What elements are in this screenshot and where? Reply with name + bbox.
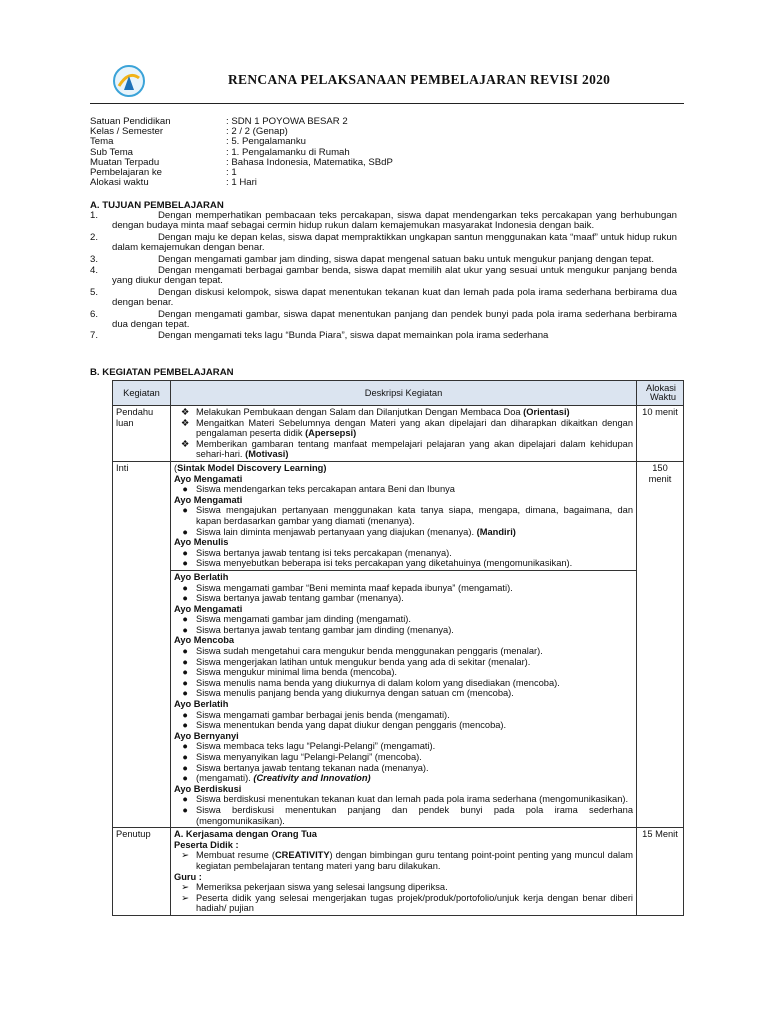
list-item [174, 893, 633, 914]
bullet-icon: ● [182, 720, 188, 731]
identity-value: : 1 [226, 166, 237, 178]
item-text: ) dengan bimbingan guru tentang point-point penting yang muncul dalam kegiatan pembelajaran tentang materi yang baru dilakukan. [196, 850, 633, 871]
subheading: Ayo Mengamati [174, 473, 243, 484]
bullet-icon: ● [182, 752, 188, 762]
subheading: Ayo Berlatih [174, 699, 229, 710]
bullet-icon: ● [182, 677, 188, 688]
bullet-icon: ● [182, 547, 188, 558]
identity-label: Pembelajaran ke [90, 166, 162, 178]
identity-value: : 2 / 2 (Genap) [226, 126, 288, 138]
bullet-icon: ● [182, 558, 188, 569]
document-title: RENCANA PELAKSANAAN PEMBELAJARAN REVISI 2020 [228, 72, 611, 87]
item-text: Siswa membaca teks lagu “Pelangi-Pelangi” (mengamati). [196, 741, 436, 752]
bullet-icon: ● [182, 646, 188, 657]
header-alokasi [637, 381, 684, 406]
subheading: Ayo Mengamati [174, 603, 243, 614]
row-label-pendahuluan: Pendahu luan [113, 406, 171, 462]
time-penutup: 15 Menit [637, 828, 684, 916]
item-text: Siswa mengamati gambar “Beni meminta maaf kepada ibunya” (mengamati). [196, 582, 513, 593]
identity-block [90, 117, 393, 188]
subheading: Ayo Berlatih [174, 571, 229, 582]
goal-number: 4. [90, 265, 99, 277]
list-item [174, 688, 633, 699]
goal-item [90, 255, 677, 265]
item-text: Memberikan gambaran tentang manfaat mempelajari pelajaran yang akan dipelajari dalam kehidupan sehari-hari. [196, 438, 633, 460]
subheading: Ayo Mencoba [174, 635, 235, 646]
list-item [174, 593, 633, 604]
list-item [174, 614, 633, 625]
subheading: A. Kerjasama dengan Orang Tua [174, 829, 317, 840]
goal-number: 3. [90, 253, 99, 265]
activities-table [112, 380, 684, 916]
item-text: Siswa bertanya jawab tentang gambar jam dinding (menanya). [196, 624, 454, 635]
item-text: Peserta didik yang selesai mengerjakan tugas projek/produk/portofolio/unjuk kerja dengan benar diberi hadiah/ pujian [196, 892, 633, 914]
list-item [174, 407, 633, 418]
table-header-row [113, 381, 684, 406]
item-text: Siswa mengamati gambar jam dinding (mengamati). [196, 614, 411, 625]
goal-item [90, 211, 677, 232]
list-item [174, 773, 633, 784]
goal-text: Dengan mengamati gambar jam dinding, siswa dapat mengenal satuan baku untuk mengukur panjang dengan tepat. [158, 253, 655, 265]
list-item [174, 710, 633, 721]
item-text: Siswa menyanyikan lagu “Pelangi-Pelangi” (mencoba). [196, 752, 422, 762]
list-item [174, 720, 633, 731]
model-paren: ( [174, 462, 178, 473]
item-text: Siswa bertanya jawab tentang tekanan nada (menanya). [196, 762, 429, 773]
model-name: Sintak Model Discovery Learning) [177, 462, 327, 473]
arrow-bullet-icon: ➢ [181, 882, 189, 893]
item-tag: (Motivasi) [245, 449, 289, 460]
item-tag: (Apersepsi) [305, 428, 357, 439]
list-item [174, 850, 633, 871]
goal-item [90, 233, 677, 254]
goal-text: Dengan mengamati teks lagu “Bunda Piara”, siswa dapat memainkan pola irama sederhana [158, 330, 549, 342]
time-inti: 150 menit [637, 461, 684, 827]
list-item [174, 548, 633, 559]
list-item [174, 741, 633, 752]
row-label-penutup: Penutup [113, 828, 171, 916]
bullet-icon: ● [182, 526, 188, 537]
goal-text: Dengan diskusi kelompok, siswa dapat menentukan tekanan kuat dan lemah pada pola irama sederhana berbirama dua dengan benar. [112, 286, 677, 309]
time-pendahuluan: 10 menit [637, 406, 684, 462]
identity-value: : 1 Hari [226, 177, 257, 189]
list-item [174, 667, 633, 678]
list-item [174, 752, 633, 763]
item-text: Siswa menulis nama benda yang diukurnya di dalam kolom yang disediakan (mencoba). [196, 677, 560, 688]
bullet-icon: ● [182, 656, 188, 667]
item-text: Melakukan Pembukaan dengan Salam dan Dilanjutkan Dengan Membaca Doa [196, 407, 524, 417]
list-item [174, 439, 633, 460]
bullet-icon: ● [182, 614, 188, 625]
item-text: Siswa lain diminta menjawab pertanyaan yang diajukan (menanya). [196, 526, 477, 537]
bullet-icon: ● [182, 709, 188, 720]
list-item [174, 527, 633, 538]
list-item [174, 484, 633, 495]
goal-text: Dengan mengamati gambar, siswa dapat menentukan panjang dan pendek bunyi pada pola irama sederhana berbirama dua dengan tepat. [112, 308, 677, 331]
item-text: Siswa mendengarkan teks percakapan antara Beni dan Ibunya [196, 484, 455, 495]
identity-label: Kelas / Semester [90, 126, 164, 138]
identity-value: : SDN 1 POYOWA BESAR 2 [226, 116, 348, 127]
item-text: Siswa berdiskusi menentukan tekanan kuat dan lemah pada pola irama sederhana (mengomunikasikan). [196, 794, 629, 805]
item-text: Membuat resume ( [196, 850, 275, 861]
section-b-heading: B. KEGIATAN PEMBELAJARAN [90, 367, 234, 378]
goals-list [90, 211, 677, 343]
item-text: Siswa menentukan benda yang dapat diukur dengan penggaris (mencoba). [196, 720, 507, 731]
model-line [174, 463, 633, 474]
item-tag: (Mandiri) [476, 526, 516, 537]
bullet-icon: ● [182, 804, 188, 815]
table-row [113, 828, 684, 916]
item-tag: (Creativity and Innovation) [253, 773, 371, 784]
subheading: Ayo Berdiskusi [174, 783, 242, 794]
item-tag: (Orientasi) [523, 407, 570, 417]
goal-item [90, 266, 677, 287]
item-text: Memeriksa pekerjaan siswa yang selesai langsung diperiksa. [196, 882, 448, 893]
title-divider [90, 103, 684, 104]
bullet-icon: ● [182, 741, 188, 752]
item-text: Siswa mengukur minimal lima benda (mencoba). [196, 667, 397, 678]
arrow-bullet-icon: ➢ [181, 892, 189, 903]
subheading: Ayo Menulis [174, 537, 229, 548]
goal-item [90, 310, 677, 331]
goal-number: 6. [90, 308, 99, 320]
bullet-icon: ● [182, 688, 188, 699]
bullet-icon: ● [182, 505, 188, 516]
goal-item [90, 331, 677, 341]
item-text: (mengamati). [196, 773, 254, 784]
header-kegiatan: Kegiatan [113, 381, 171, 406]
inti-description [171, 461, 637, 827]
goal-number: 5. [90, 286, 99, 298]
item-text: Siswa menyebutkan beberapa isi teks percakapan yang diketahuinya (mengomunikasikan). [196, 558, 573, 569]
pendahuluan-description [171, 406, 637, 462]
bullet-icon: ● [182, 582, 188, 593]
subheading: Peserta Didik : [174, 839, 239, 850]
list-item [174, 678, 633, 689]
identity-row [90, 178, 393, 188]
list-item [174, 794, 633, 805]
identity-label: Tema [90, 136, 114, 148]
item-text: Siswa berdiskusi menentukan panjang dan pendek bunyi pada pola irama sederhana (mengomunikasikan). [196, 804, 633, 826]
row-label-inti: Inti [113, 461, 171, 827]
goal-number: 1. [90, 210, 99, 221]
identity-value: : 5. Pengalamanku [226, 136, 307, 148]
item-text: Mengaitkan Materi Sebelumnya dengan Materi yang akan dipelajari dan diharapkan dikaitkan dengan pengalaman peserta didik [196, 417, 633, 439]
list-item [174, 646, 633, 657]
list-item [174, 625, 633, 636]
bullet-icon: ● [182, 484, 188, 495]
section-a-heading: A. TUJUAN PEMBELAJARAN [90, 200, 224, 211]
header-deskripsi: Deskripsi Kegiatan [171, 381, 637, 406]
identity-label: Satuan Pendidikan [90, 116, 171, 127]
item-text: Siswa mengajukan pertanyaan menggunakan kata tanya siapa, mengapa, dimana, bagaimana, dan kapan berdasarkan gambar yang diamati (menanya). [196, 505, 633, 526]
diamond-bullet-icon: ❖ [180, 438, 190, 449]
item-text: Siswa mengerjakan latihan untuk mengukur benda yang ada di sekitar (menalar). [196, 656, 531, 667]
item-text: Siswa bertanya jawab tentang gambar (menanya). [196, 593, 404, 604]
list-item [174, 882, 633, 893]
list-item [174, 558, 633, 569]
goal-text: Dengan memperhatikan pembacaan teks percakapan, siswa dapat mendengarkan teks percakapan yang berhubungan dengan budaya minta maaf sebagai cermin hidup rukun dalam kemajemukan masyarakat Indonesia dengan baik. [112, 210, 677, 232]
bullet-icon: ● [182, 773, 188, 784]
item-text: Siswa bertanya jawab tentang isi teks percakapan (menanya). [196, 547, 452, 558]
item-text: Siswa menulis panjang benda yang diukurnya dengan satuan cm (mencoba). [196, 688, 514, 699]
header-alokasi-line1: Alokasi [646, 383, 676, 393]
arrow-bullet-icon: ➢ [181, 850, 189, 861]
section-divider [171, 570, 636, 571]
bullet-icon: ● [182, 624, 188, 635]
list-item [174, 763, 633, 774]
penutup-description [171, 828, 637, 916]
list-item [174, 657, 633, 668]
bullet-icon: ● [182, 593, 188, 604]
identity-label: Sub Tema [90, 146, 134, 158]
list-item [174, 805, 633, 826]
subheading: Ayo Mengamati [174, 494, 243, 505]
subheading: Guru : [174, 871, 202, 882]
list-item [174, 418, 633, 439]
goal-number: 2. [90, 231, 99, 243]
identity-label: Alokasi waktu [90, 177, 149, 189]
table-row [113, 461, 684, 827]
list-item [174, 583, 633, 594]
identity-label: Muatan Terpadu [90, 156, 160, 168]
goal-item [90, 288, 677, 309]
table-row [113, 406, 684, 462]
bullet-icon: ● [182, 762, 188, 773]
identity-value: : Bahasa Indonesia, Matematika, SBdP [226, 156, 393, 168]
goal-text: Dengan mengamati berbagai gambar benda, siswa dapat memilih alat ukur yang sesuai untuk mengukur panjang benda yang diukur dengan tepat. [112, 265, 677, 287]
subheading: Ayo Bernyanyi [174, 730, 239, 741]
item-text: Siswa sudah mengetahui cara mengukur benda menggunakan penggaris (menalar). [196, 646, 543, 657]
diamond-bullet-icon: ❖ [180, 407, 190, 417]
goal-text: Dengan maju ke depan kelas, siswa dapat mempraktikkan ungkapan santun menggunakan kata “maaf” untuk hidup rukun dalam kemajemukan dengan benar. [112, 231, 677, 254]
list-item [174, 505, 633, 526]
diamond-bullet-icon: ❖ [180, 417, 190, 428]
item-tag: CREATIVITY [274, 850, 330, 861]
tut-wuri-logo [112, 64, 146, 98]
identity-value: : 1. Pengalamanku di Rumah [226, 146, 350, 158]
goal-number: 7. [90, 330, 99, 342]
bullet-icon: ● [182, 667, 188, 678]
bullet-icon: ● [182, 794, 188, 805]
item-text: Siswa mengamati gambar berbagai jenis benda (mengamati). [196, 709, 450, 720]
header-alokasi-line2: Waktu [649, 392, 676, 402]
